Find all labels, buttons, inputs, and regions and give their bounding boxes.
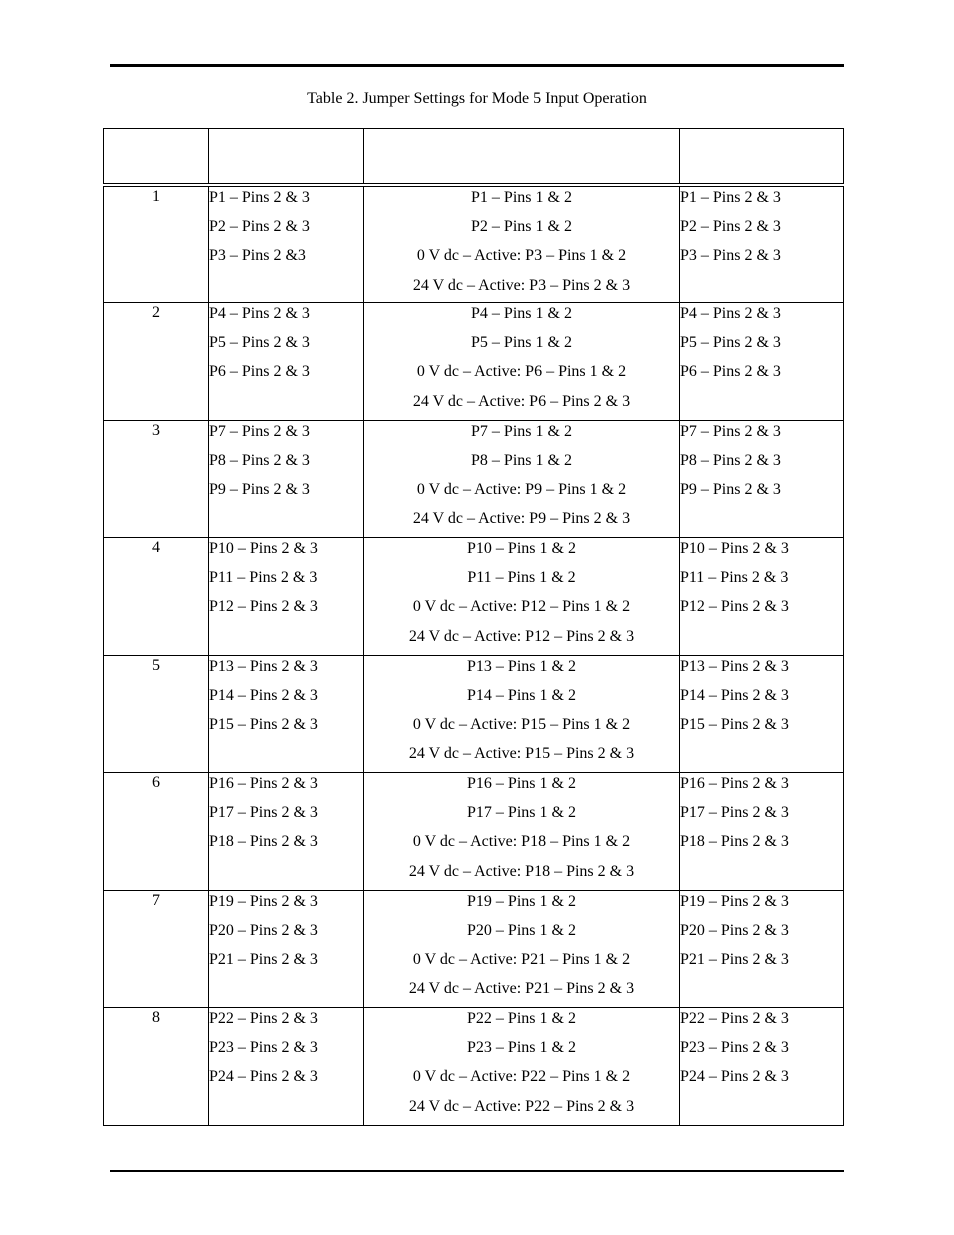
setting-line: P18 – Pins 2 & 3 [209, 833, 318, 851]
jumper-setting-cell-c [680, 890, 844, 1008]
jumper-setting-cell-b [364, 185, 680, 303]
channel-cell: 8 [104, 1008, 209, 1126]
setting-line: P2 – Pins 2 & 3 [680, 218, 781, 236]
setting-line: 0 V dc – Active: P18 – Pins 1 & 2 [412, 833, 631, 851]
setting-line: P2 – Pins 1 & 2 [471, 218, 572, 236]
setting-line: P16 – Pins 2 & 3 [680, 775, 789, 792]
header-rule [110, 64, 844, 67]
table-row [104, 890, 844, 1008]
setting-line: P13 – Pins 1 & 2 [467, 657, 576, 675]
setting-line: P17 – Pins 2 & 3 [680, 804, 789, 822]
setting-line: P6 – Pins 2 & 3 [680, 363, 781, 381]
jumper-setting-cell-a [209, 420, 364, 538]
jumper-setting-cell-c [680, 185, 844, 303]
setting-line: P19 – Pins 2 & 3 [680, 892, 789, 910]
channel-cell: 7 [104, 890, 209, 1008]
setting-line: P4 – Pins 2 & 3 [680, 305, 781, 322]
setting-line: P12 – Pins 2 & 3 [680, 598, 789, 616]
channel-cell: 4 [104, 538, 209, 656]
header-cell-3 [364, 129, 680, 186]
header-cell-2 [209, 129, 364, 186]
table-row [104, 420, 844, 538]
jumper-setting-cell-b [364, 538, 680, 656]
setting-line: P7 – Pins 2 & 3 [209, 422, 310, 440]
table-row [104, 655, 844, 773]
jumper-setting-cell-b [364, 303, 680, 421]
setting-line: P1 – Pins 2 & 3 [209, 189, 310, 206]
channel-cell: 2 [104, 303, 209, 421]
setting-line: P20 – Pins 1 & 2 [467, 921, 576, 939]
setting-line: P23 – Pins 2 & 3 [680, 1039, 789, 1057]
jumper-setting-cell-c [680, 1008, 844, 1126]
setting-line: P15 – Pins 2 & 3 [209, 715, 318, 733]
setting-line: P7 – Pins 1 & 2 [471, 422, 572, 440]
setting-line: 0 V dc – Active: P15 – Pins 1 & 2 [412, 715, 631, 733]
jumper-setting-cell-a [209, 1008, 364, 1126]
setting-line: P5 – Pins 2 & 3 [209, 334, 310, 352]
jumper-setting-cell-a [209, 303, 364, 421]
setting-line: 24 V dc – Active: P15 – Pins 2 & 3 [408, 745, 635, 763]
setting-line: P8 – Pins 2 & 3 [680, 451, 781, 469]
setting-line: P22 – Pins 2 & 3 [209, 1010, 318, 1027]
jumper-setting-cell-a [209, 890, 364, 1008]
setting-line: P19 – Pins 2 & 3 [209, 892, 318, 910]
setting-line: P3 – Pins 2 &3 [209, 247, 306, 265]
table-row [104, 185, 844, 303]
setting-line: P8 – Pins 2 & 3 [209, 451, 310, 469]
setting-line: P20 – Pins 2 & 3 [680, 921, 789, 939]
setting-line: P16 – Pins 2 & 3 [209, 775, 318, 792]
header-cell-4 [680, 129, 844, 186]
setting-line: P6 – Pins 2 & 3 [209, 363, 310, 381]
setting-line: 24 V dc – Active: P6 – Pins 2 & 3 [412, 392, 631, 410]
setting-line: P8 – Pins 1 & 2 [471, 451, 572, 469]
setting-line: P14 – Pins 2 & 3 [680, 686, 789, 704]
table-caption: Table 2. Jumper Settings for Mode 5 Input Operation [307, 90, 647, 107]
table-body [104, 185, 844, 1125]
jumper-setting-cell-b [364, 655, 680, 773]
setting-line: 0 V dc – Active: P22 – Pins 1 & 2 [412, 1068, 631, 1086]
jumper-setting-cell-c [680, 773, 844, 891]
setting-line: P10 – Pins 2 & 3 [680, 540, 789, 557]
setting-line: P22 – Pins 1 & 2 [467, 1010, 576, 1027]
setting-line: P4 – Pins 2 & 3 [209, 305, 310, 322]
setting-line: P1 – Pins 2 & 3 [680, 189, 781, 206]
header-cell-1 [104, 129, 209, 186]
jumper-setting-cell-b [364, 420, 680, 538]
setting-line: P14 – Pins 1 & 2 [467, 686, 576, 704]
jumper-setting-cell-c [680, 538, 844, 656]
setting-line: P13 – Pins 2 & 3 [680, 657, 789, 675]
jumper-setting-cell-a [209, 185, 364, 303]
setting-line: P15 – Pins 2 & 3 [680, 715, 789, 733]
table-row [104, 1008, 844, 1126]
setting-line: P23 – Pins 1 & 2 [467, 1039, 576, 1057]
channel-cell: 1 [104, 185, 209, 303]
setting-line: P13 – Pins 2 & 3 [209, 657, 318, 675]
setting-line: P7 – Pins 2 & 3 [680, 422, 781, 440]
jumper-setting-cell-c [680, 420, 844, 538]
setting-line: P17 – Pins 2 & 3 [209, 804, 318, 822]
setting-line: 0 V dc – Active: P9 – Pins 1 & 2 [416, 480, 627, 498]
setting-line: P10 – Pins 1 & 2 [467, 540, 576, 557]
setting-line: 24 V dc – Active: P3 – Pins 2 & 3 [412, 276, 631, 294]
setting-line: 24 V dc – Active: P21 – Pins 2 & 3 [408, 980, 635, 998]
setting-line: P17 – Pins 1 & 2 [467, 804, 576, 822]
setting-line: P24 – Pins 2 & 3 [209, 1068, 318, 1086]
table-row [104, 773, 844, 891]
setting-line: P10 – Pins 2 & 3 [209, 540, 318, 557]
setting-line: 24 V dc – Active: P22 – Pins 2 & 3 [408, 1097, 635, 1115]
channel-cell: 6 [104, 773, 209, 891]
jumper-settings-table [103, 128, 844, 1126]
setting-line: P5 – Pins 1 & 2 [471, 334, 572, 352]
setting-line: P20 – Pins 2 & 3 [209, 921, 318, 939]
setting-line: P23 – Pins 2 & 3 [209, 1039, 318, 1057]
setting-line: P4 – Pins 1 & 2 [471, 305, 572, 322]
footer-rule [110, 1170, 844, 1172]
jumper-setting-cell-b [364, 773, 680, 891]
setting-line: P21 – Pins 2 & 3 [680, 950, 789, 968]
setting-line: P1 – Pins 1 & 2 [471, 189, 572, 206]
setting-line: P16 – Pins 1 & 2 [467, 775, 576, 792]
jumper-setting-cell-c [680, 655, 844, 773]
setting-line: P12 – Pins 2 & 3 [209, 598, 318, 616]
setting-line: P9 – Pins 2 & 3 [680, 480, 781, 498]
setting-line: 0 V dc – Active: P21 – Pins 1 & 2 [412, 950, 631, 968]
setting-line: 24 V dc – Active: P9 – Pins 2 & 3 [412, 510, 631, 528]
setting-line: P14 – Pins 2 & 3 [209, 686, 318, 704]
channel-cell: 5 [104, 655, 209, 773]
setting-line: P19 – Pins 1 & 2 [467, 892, 576, 910]
setting-line: P21 – Pins 2 & 3 [209, 950, 318, 968]
setting-line: P9 – Pins 2 & 3 [209, 480, 310, 498]
setting-line: P11 – Pins 2 & 3 [680, 569, 789, 587]
jumper-setting-cell-a [209, 773, 364, 891]
jumper-setting-cell-a [209, 538, 364, 656]
setting-line: P11 – Pins 1 & 2 [467, 569, 576, 587]
jumper-setting-cell-b [364, 1008, 680, 1126]
setting-line: P22 – Pins 2 & 3 [680, 1010, 789, 1027]
setting-line: P2 – Pins 2 & 3 [209, 218, 310, 236]
setting-line: 0 V dc – Active: P6 – Pins 1 & 2 [416, 363, 627, 381]
setting-line: P11 – Pins 2 & 3 [209, 569, 318, 587]
setting-line: 0 V dc – Active: P3 – Pins 1 & 2 [416, 247, 627, 265]
jumper-setting-cell-a [209, 655, 364, 773]
setting-line: P5 – Pins 2 & 3 [680, 334, 781, 352]
jumper-setting-cell-b [364, 890, 680, 1008]
channel-cell: 3 [104, 420, 209, 538]
table-header-row [104, 129, 844, 186]
setting-line: P24 – Pins 2 & 3 [680, 1068, 789, 1086]
setting-line: 24 V dc – Active: P18 – Pins 2 & 3 [408, 862, 635, 880]
jumper-setting-cell-c [680, 303, 844, 421]
setting-line: P3 – Pins 2 & 3 [680, 247, 781, 265]
table-row [104, 303, 844, 421]
setting-line: P18 – Pins 2 & 3 [680, 833, 789, 851]
setting-line: 0 V dc – Active: P12 – Pins 1 & 2 [412, 598, 631, 616]
table-row [104, 538, 844, 656]
setting-line: 24 V dc – Active: P12 – Pins 2 & 3 [408, 627, 635, 645]
